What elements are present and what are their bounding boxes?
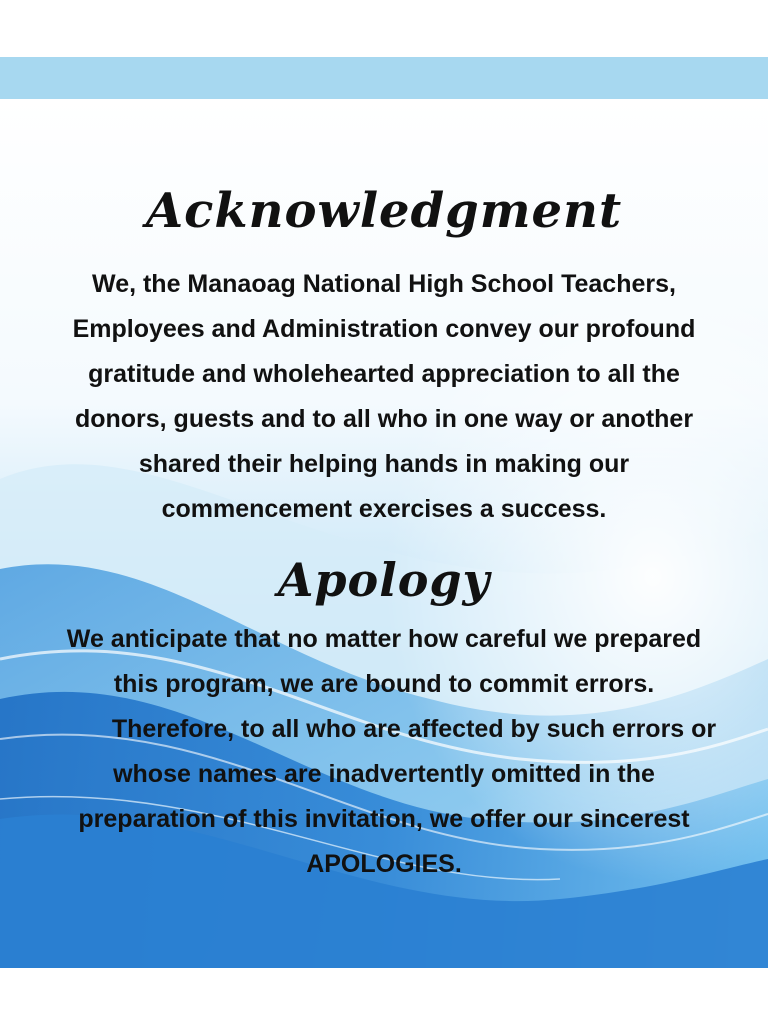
apology-line: preparation of this invitation, we offer our sincerest [78,805,690,833]
apology-line: APOLOGIES. [306,850,462,878]
apology-line: We anticipate that no matter how careful we prepared [66,625,702,653]
document-card [0,99,768,968]
document-content [0,99,768,968]
apology-paragraph [0,617,768,887]
acknowledgment-line: commencement exercises a success. [161,495,607,523]
acknowledgment-title: Acknowledgment [145,183,623,239]
acknowledgment-line: donors, guests and to all who in one way or another [74,405,694,433]
top-banner-band [0,57,768,99]
acknowledgment-line: We, the Manaoag National High School Teachers, [92,270,676,298]
apology-line: this program, we are bound to commit errors. [113,670,655,698]
acknowledgment-line: gratitude and wholehearted appreciation to all the [88,360,680,388]
bottom-margin [0,968,768,1024]
apology-line: Therefore, to all who are affected by such errors or [111,715,717,743]
acknowledgment-paragraph [0,262,768,532]
apology-title: Apology [277,553,491,607]
acknowledgment-line: shared their helping hands in making our [138,450,630,478]
apology-line: whose names are inadvertently omitted in the [113,760,655,788]
acknowledgment-line: Employees and Administration convey our profound [72,315,696,343]
